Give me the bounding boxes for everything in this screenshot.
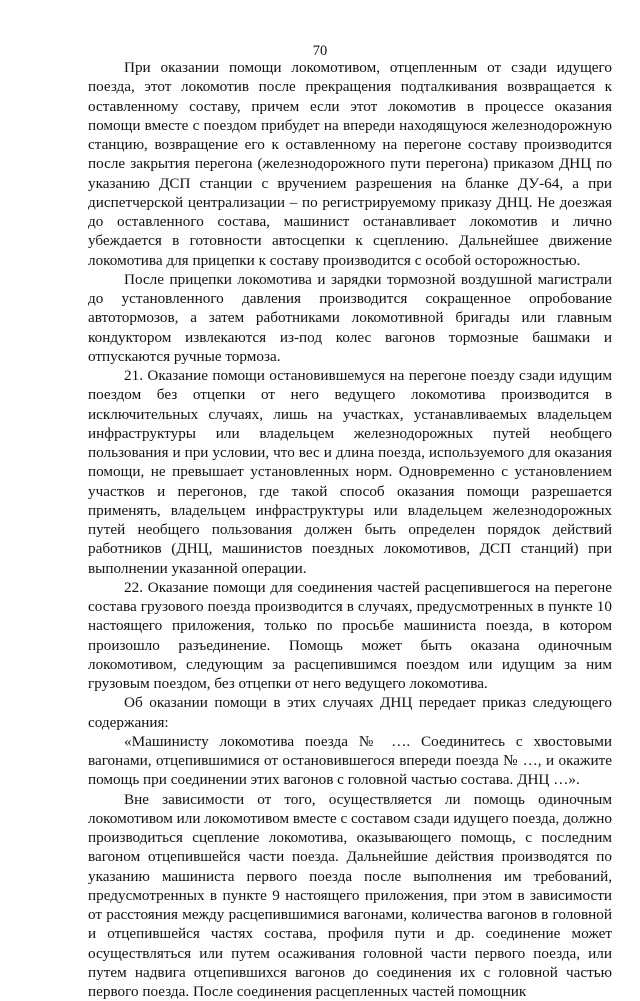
paragraph-order-text: «Машинисту локомотива поезда № …. Соединитесь с хвостовыми вагонами, отцепившимися от остановившегося впереди поезда № …, и окажите помощь при соединении этих вагонов с головной частью состава. ДНЦ …». [88, 732, 612, 790]
paragraph-order-intro: Об оказании помощи в этих случаях ДНЦ передает приказ следующего содержания: [88, 693, 612, 732]
page-number: 70 [0, 42, 640, 60]
paragraph-locomotive-return: При оказании помощи локомотивом, отцепленным от сзади идущего поезда, этот локомотив после прекращения подталкивания возвращается к оставленному составу, причем если этот локомотив в процессе оказания помощи вместе с поездом прибудет на впереди находящуюся железнодорожную станцию, возвращение его к оставленному на перегоне составу производится после закрытия перегона (железнодорожного пути перегона) приказом ДНЦ по указанию ДСП станции с вручением разрешения на бланке ДУ-64, а при диспетчерской централизации – по регистрируемому приказу ДНЦ. Не доезжая до оставленного состава, машинист останавливает локомотив и лично убеждается в готовности автосцепки к сцеплению. Дальнейшее движение локомотива для прицепки к составу производится с особой осторожностью. [88, 58, 612, 270]
paragraph-item-21: 21. Оказание помощи остановившемуся на перегоне поезду сзади идущим поездом без отцепки от него ведущего локомотива производится в исключительных случаях, лишь на участках, устанавливаемых владельцем инфраструктуры или владельцем железнодорожных путей необщего пользования и при условии, что вес и длина поезда, используемого для оказания помощи, не превышает установленных норм. Одновременно с установлением участков и перегонов, где такой способ оказания помощи разрешается применять, владельцем инфраструктуры или владельцем железнодорожных путей необщего пользования должен быть определен порядок действий работников (ДНЦ, машинистов поездных локомотивов, ДСП станций) при выполнении указанной операции. [88, 366, 612, 578]
paragraph-item-22: 22. Оказание помощи для соединения частей расцепившегося на перегоне состава грузового поезда производится в случаях, предусмотренных в пункте 10 настоящего приложения, только по просьбе машиниста поезда, в котором произошло разъединение. Помощь может быть оказана одиночным локомотивом, следующим за расцепившимся поездом или идущим за ним грузовым поездом, без отцепки от него ведущего локомотива. [88, 578, 612, 694]
paragraph-coupling-procedure: Вне зависимости от того, осуществляется ли помощь одиночным локомотивом или локомотивом вместе с составом сзади идущего поезда, должно производиться сцепление локомотива, оказывающего помощь, с последним вагоном отцепившейся части поезда. Дальнейшие действия производятся по указанию машиниста первого поезда после выполнения им требований, предусмотренных в пункте 9 настоящего приложения, при этом в зависимости от расстояния между расцепившимися вагонами, количества вагонов в головной и отцепившейся частях состава, профиля пути и др. соединение может осуществляться или путем осаживания головной части первого поезда, или путем надвига отцепившихся вагонов до соединения их с головной частью первого поезда. После соединения расцепленных частей помощник [88, 790, 612, 1001]
document-body [88, 58, 612, 1001]
paragraph-brake-test: После прицепки локомотива и зарядки тормозной воздушной магистрали до установленного давления производится сокращенное опробование автотормозов, а затем работниками локомотивной бригады или главным кондуктором извлекаются из-под колес вагонов тормозные башмаки и отпускаются ручные тормоза. [88, 270, 612, 366]
